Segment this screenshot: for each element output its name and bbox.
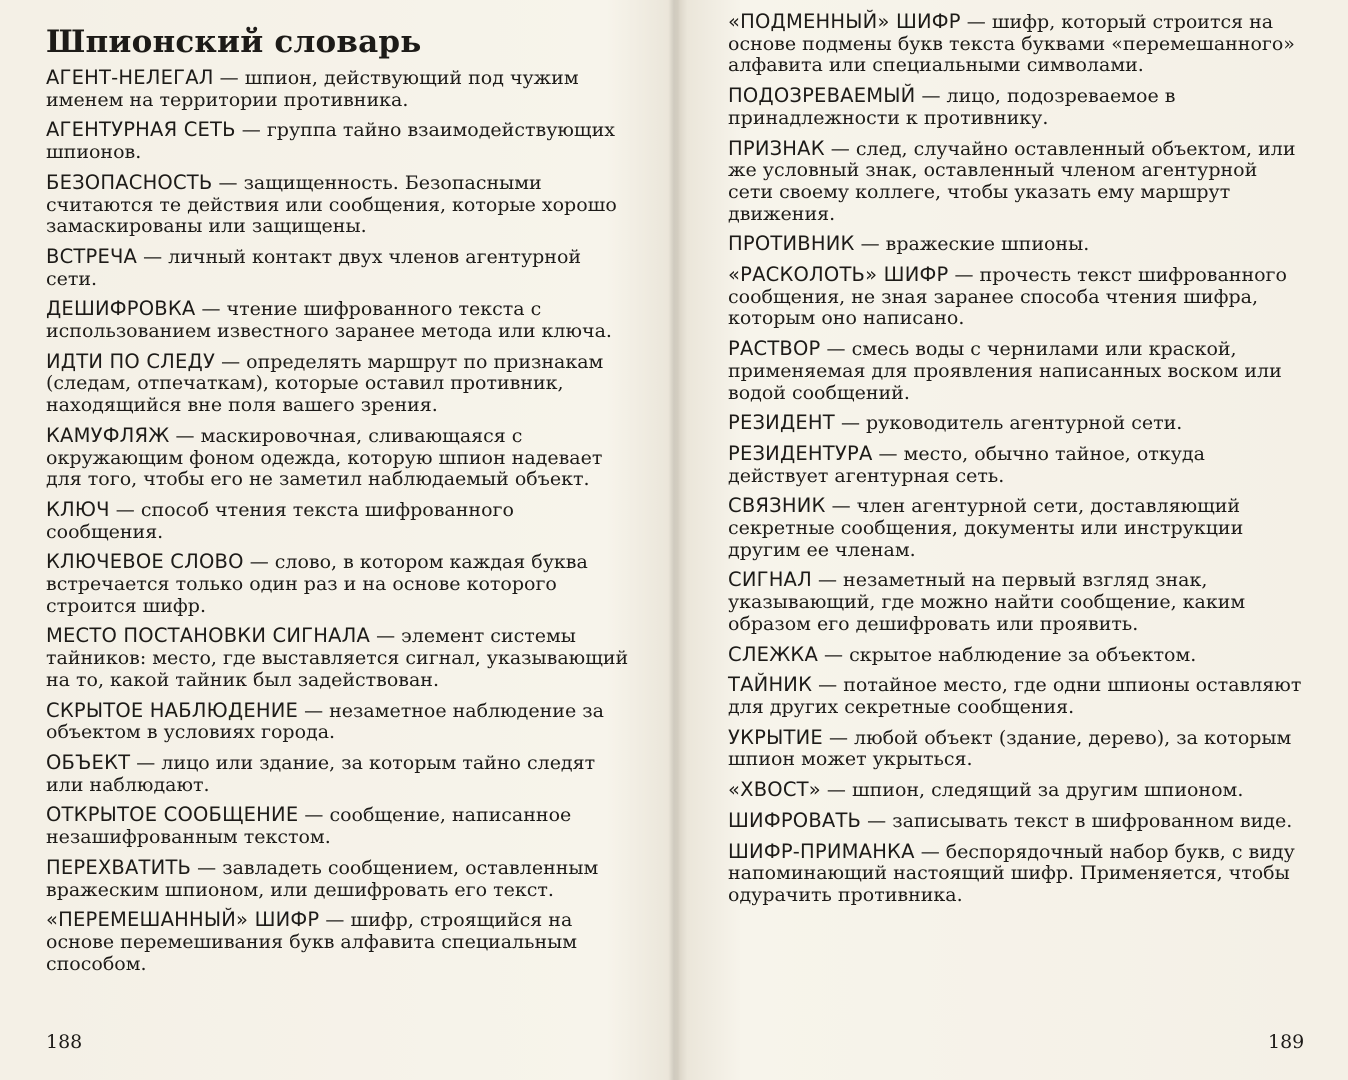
glossary-definition: — незаметный на первый взгляд знак, указывающий, где можно найти сообщение, каким образом его дешифровать или проявить. [728,569,1246,635]
glossary-term: КЛЮЧЕВОЕ СЛОВО [46,550,244,574]
glossary-entry [46,298,636,342]
glossary-entry [728,495,1308,561]
glossary-term: ПРИЗНАК [728,136,825,160]
glossary-entry [46,351,636,417]
glossary-term: СВЯЗНИК [728,494,826,518]
glossary-entry [46,752,636,796]
glossary-definition: — записывать текст в шифрованном виде. [861,809,1293,832]
glossary-term: АГЕНТ-НЕЛЕГАЛ [46,66,214,89]
glossary-term: РАСТВОР [728,337,821,361]
glossary-definition: — след, случайно оставленный объектом, или же условный знак, оставленный членом агентурной сети своему коллеге, чтобы указать ему маршрут движения. [728,137,1296,225]
glossary-entry [728,841,1308,907]
glossary-definition: — лицо или здание, за которым тайно следят или наблюдают. [46,751,596,796]
glossary-definition: — прочесть текст шифрованного сообщения, не зная заранее способа чтения шифра, которым оно написано. [728,264,1287,330]
glossary-definition: — шпион, следящий за другим шпионом. [820,779,1244,802]
glossary-term: РЕЗИДЕНТУРА [728,441,873,465]
glossary-entry [46,551,636,617]
glossary-definition: — беспорядочный набор букв, с виду напоминающий настоящий шифр. Применяется, чтобы одурачить противника. [728,840,1295,906]
glossary-term: ВСТРЕЧА [46,244,138,268]
glossary-definition: — шифр, строящийся на основе перемешивания букв алфавита специальным способом. [46,909,578,975]
glossary-entry [46,499,636,543]
glossary-definition: — защищенность. Безопасными считаются те действия или сообщения, которые хорошо замаскированы или защищены. [46,171,617,238]
glossary-definition: — определять маршрут по признакам (следам, отпечаткам), которые оставил противник, находящийся вне поля вашего зрения. [46,350,604,417]
glossary-term: ИДТИ ПО СЛЕДУ [46,349,216,373]
glossary-term: ШИФР-ПРИМАНКА [728,839,915,863]
glossary-term: ДЕШИФРОВКА [46,297,196,321]
glossary-entry [728,569,1308,635]
glossary-entry [46,857,636,901]
glossary-term: РЕЗИДЕНТ [728,411,835,435]
glossary-term: «ПОДМЕННЫЙ» ШИФР [728,10,961,33]
glossary-definition: — группа тайно взаимодействующих шпионов. [46,119,615,164]
page-number-left: 188 [46,1031,83,1053]
glossary-entry [46,909,636,975]
glossary-definition: — чтение шифрованного текста с использованием известного заранее метода или ключа. [46,298,612,343]
glossary-definition: — элемент системы тайников: место, где выставляется сигнал, указывающий на то, какой тайник был задействован. [46,625,629,691]
glossary-entry [728,727,1308,771]
glossary-definition: — маскировочная, сливающаяся с окружающим фоном одежда, которую шпион надевает для того, чтобы его не заметил наблюдаемый объект. [46,424,603,491]
glossary-entry [728,412,1308,435]
glossary-definition: — любой объект (здание, дерево), за которым шпион может укрыться. [728,726,1292,771]
glossary-entry [728,443,1308,487]
glossary-entry [728,264,1308,330]
glossary-definition: — потайное место, где одни шпионы оставляют для других секретные сообщения. [728,674,1302,718]
glossary-term: ПЕРЕХВАТИТЬ [46,855,192,879]
page-number-right: 189 [1268,1031,1305,1053]
glossary-term: ТАЙНИК [728,673,813,697]
glossary-entry [46,119,636,163]
glossary-term: УКРЫТИЕ [728,725,823,749]
glossary-term: ШИФРОВАТЬ [728,808,862,832]
glossary-definition: — лицо, подозреваемое в принадлежности к противнику. [728,85,1176,129]
glossary-entry [728,233,1308,256]
glossary-term: СКРЫТОЕ НАБЛЮДЕНИЕ [46,698,299,722]
glossary-term: «ПЕРЕМЕШАННЫЙ» ШИФР [46,908,320,932]
glossary-entry [728,674,1308,718]
glossary-definition: — шпион, действующий под чужим именем на территории противника. [46,67,579,111]
glossary-definition: — сообщение, написанное незашифрованным текстом. [46,804,572,849]
glossary-entry [46,67,636,111]
glossary-term: СИГНАЛ [728,568,812,592]
glossary-term: МЕСТО ПОСТАНОВКИ СИГНАЛА [46,624,371,648]
page-title: Шпионский словарь [46,24,422,60]
glossary-entry [46,172,636,238]
glossary-entry [728,138,1308,226]
glossary-list-left [46,67,636,983]
glossary-definition: — личный контакт двух членов агентурной сети. [46,245,582,290]
left-page [46,0,646,1080]
glossary-entry [728,338,1308,404]
glossary-entry [46,246,636,290]
glossary-term: КЛЮЧ [46,497,110,521]
glossary-definition: — способ чтения текста шифрованного сообщения. [46,498,514,543]
glossary-definition: — смесь воды с чернилами или краской, применяемая для проявления написанных воском или водой сообщений. [728,338,1282,404]
glossary-entry [46,425,636,491]
glossary-definition: — руководитель агентурной сети. [834,412,1183,435]
glossary-term: КАМУФЛЯЖ [46,423,170,447]
glossary-definition: — вражеские шпионы. [854,233,1090,256]
glossary-list-right [728,11,1308,915]
glossary-term: ПРОТИВНИК [728,232,855,256]
glossary-entry [728,644,1308,667]
glossary-entry [728,11,1308,77]
glossary-entry [728,85,1308,129]
glossary-entry [728,810,1308,833]
glossary-definition: — место, обычно тайное, откуда действует агентурная сеть. [728,442,1205,487]
glossary-term: СЛЕЖКА [728,642,818,666]
glossary-entry [46,625,636,691]
glossary-term: «ХВОСТ» [728,778,821,802]
glossary-definition: — завладеть сообщением, оставленным вражеским шпионом, или дешифровать его текст. [46,856,599,901]
glossary-term: «РАСКОЛОТЬ» ШИФР [728,263,949,287]
glossary-definition: — слово, в котором каждая буква встречается только один раз и на основе которого строится шифр. [46,551,588,617]
glossary-term: БЕЗОПАСНОСТЬ [46,170,213,194]
book-gutter [668,0,680,1080]
glossary-term: ОТКРЫТОЕ СООБЩЕНИЕ [46,803,299,827]
glossary-entry [46,804,636,848]
glossary-definition: — шифр, который строится на основе подмены букв текста буквами «перемешанного» алфавита или специальными символами. [728,11,1295,77]
glossary-term: АГЕНТУРНАЯ СЕТЬ [46,118,236,142]
glossary-term: ПОДОЗРЕВАЕМЫЙ [728,84,916,108]
glossary-entry [46,700,636,744]
glossary-term: ОБЪЕКТ [46,750,131,774]
right-page [728,0,1308,1080]
glossary-entry [728,779,1308,802]
glossary-definition: — член агентурной сети, доставляющий секретные сообщения, документы или инструкции другим ее членам. [728,495,1244,561]
glossary-definition: — незаметное наблюдение за объектом в условиях города. [46,699,604,744]
glossary-definition: — скрытое наблюдение за объектом. [818,643,1197,666]
